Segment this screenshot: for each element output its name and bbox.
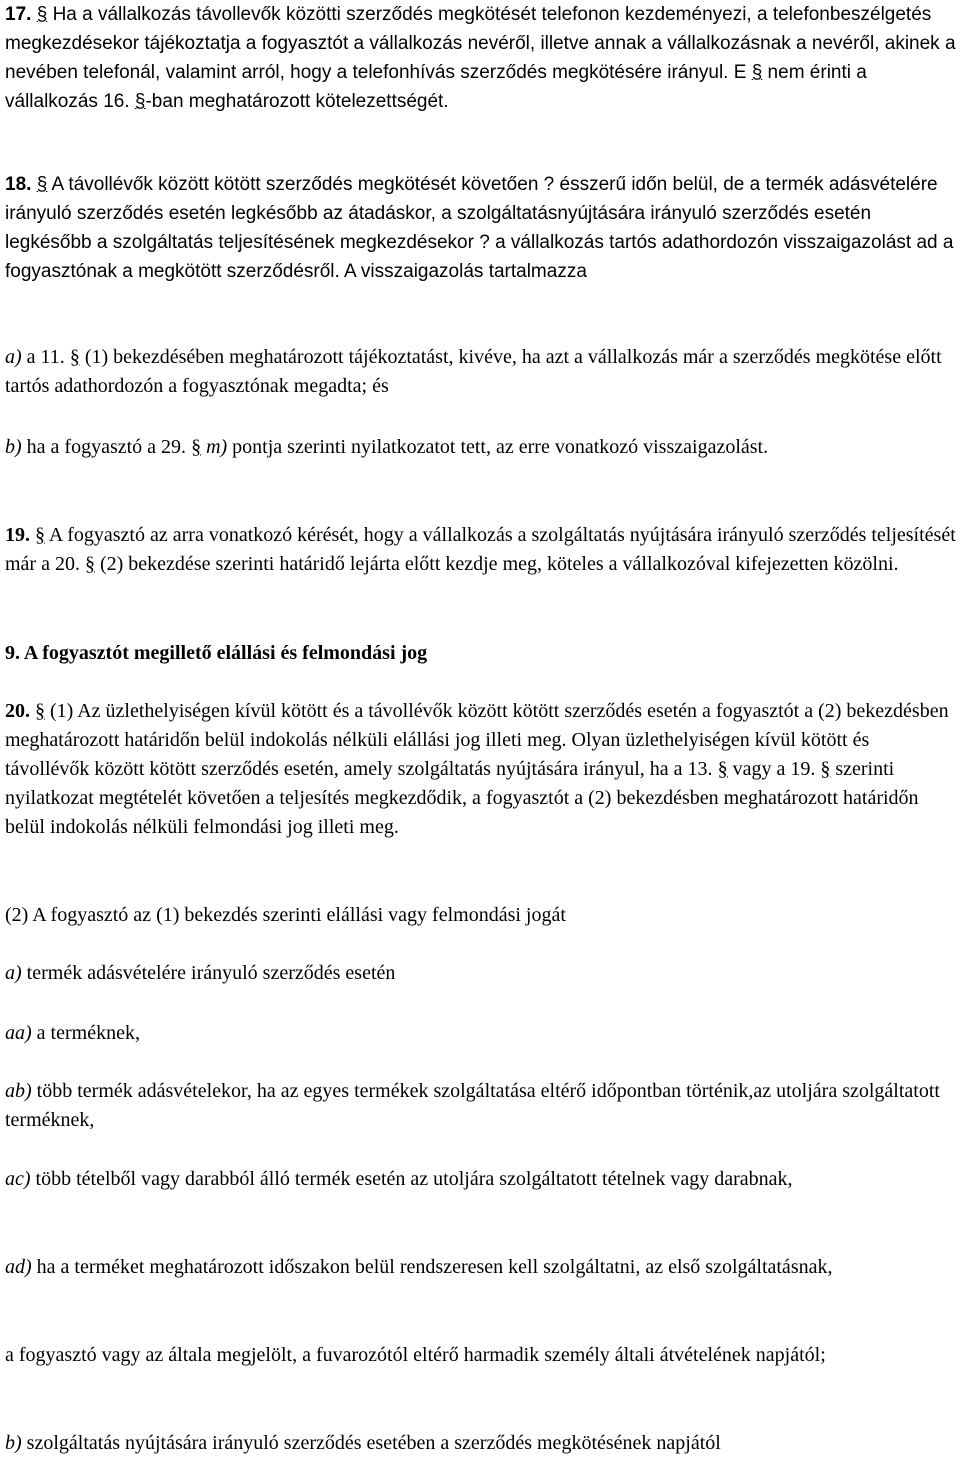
item-2-aa xyxy=(5,1019,958,1048)
section-text: (1) Az üzlethelyiségen kívül kötött és a távollévők között kötött szerződés esetén a fogyasztót a (2) bekezdésben meghatározott határidőn belül indokolás nélküli elállási jog illeti meg. Olyan üzlethelyiségen kívül kötött és távollévők között kötött szerződés esetén, amely szolgáltatás nyújtására irányul, ha a 13. xyxy=(5,700,949,780)
section-20 xyxy=(5,697,958,842)
item-text: pontja szerinti nyilatkozatot tett, az erre vonatkozó visszaigazolást. xyxy=(227,436,769,458)
section-symbol[interactable]: § xyxy=(751,62,763,83)
item-2-ab xyxy=(5,1077,958,1135)
heading-9 xyxy=(5,639,958,668)
section-text: Ha a vállalkozás távollevők közötti szerződés megkötését telefonon kezdeményezi, a telefonbeszélgetés megkezdésekor tájékoztatja a fogyasztót a vállalkozás nevéről, illetve annak a vállalkozásnak a nevéről, akinek a nevében telefonál, valamint arról, hogy a telefonhívás szerződés megkötésére irányul. E xyxy=(5,4,956,83)
section-19 xyxy=(5,521,958,579)
section-symbol[interactable]: § xyxy=(36,174,48,195)
item-2-a xyxy=(5,959,958,988)
item-2-delivery xyxy=(5,1341,958,1370)
section-number: 18. xyxy=(5,174,32,195)
item-label: b) xyxy=(5,1432,22,1454)
item-text: a terméknek, xyxy=(31,1022,140,1044)
section-symbol[interactable]: § xyxy=(134,91,146,112)
item-2-ac xyxy=(5,1165,958,1194)
section-number: 20. xyxy=(5,700,30,722)
item-2-b xyxy=(5,1429,958,1458)
section-text: (2) bekezdése szerinti határidő lejárta előtt kezdje meg, köteles a vállalkozóval kifejezetten közölni. xyxy=(94,553,899,575)
section-17 xyxy=(5,0,958,116)
item-text: ha a terméket meghatározott időszakon belül rendszeresen kell szolgáltatni, az első szolgáltatásnak, xyxy=(31,1256,833,1278)
section-symbol[interactable]: § xyxy=(35,700,45,722)
section-symbol[interactable]: § xyxy=(191,436,202,458)
section-symbol[interactable]: § xyxy=(36,4,48,25)
section-symbol[interactable]: § xyxy=(84,553,95,575)
item-text: a fogyasztó vagy az általa megjelölt, a fuvarozótól eltérő harmadik személy általi átvételének napjától; xyxy=(5,1344,826,1366)
section-text: -ban meghatározott kötelezettségét. xyxy=(145,91,449,112)
item-label: ad) xyxy=(5,1256,32,1278)
section-18 xyxy=(5,170,958,286)
item-text: a 11. xyxy=(21,346,70,368)
section-text: A távollévők között kötött szerződés megkötését követően ? ésszerű időn belül, de a termék adásvételére irányuló szerződés esetén legkésőbb az átadáskor, a szolgáltatásnyújtására irányuló szerződés esetén legkésőbb a szolgáltatás teljesítésének megkezdésekor ? a vállalkozás tartós adathordozón visszaigazolást ad a fogyasztónak a megkötött szerződésről. A visszaigazolás tartalmazza xyxy=(5,174,954,282)
item-label: a) xyxy=(5,346,22,368)
section-text: szerinti nyilatkozat megtételét követően a teljesítés megkezdődik, a fogyasztót a (2) bekezdésben meghatározott határidőn belül indokolás nélküli felmondási jog illeti meg. xyxy=(5,758,919,838)
section-text: nem érinti a vállalkozás 16. xyxy=(5,62,867,112)
section-symbol[interactable]: § xyxy=(820,758,831,780)
item-label: aa) xyxy=(5,1022,32,1044)
item-label: ab) xyxy=(5,1080,32,1102)
paragraph-text: (2) A fogyasztó az (1) bekezdés szerinti elállási vagy felmondási jogát xyxy=(5,904,566,926)
section-number: 19. xyxy=(5,524,30,546)
heading-text: 9. A fogyasztót megillető elállási és felmondási jog xyxy=(5,642,428,664)
item-label: m) xyxy=(206,436,228,458)
item-label: b) xyxy=(5,436,22,458)
item-a xyxy=(5,343,958,401)
item-2-ad xyxy=(5,1253,958,1282)
paragraph-2 xyxy=(5,901,958,930)
section-symbol[interactable]: § xyxy=(717,758,728,780)
item-text: több termék adásvételekor, ha az egyes termékek szolgáltatása eltérő időpontban történik,az utoljára szolgáltatott terméknek, xyxy=(5,1080,940,1131)
item-text: több tételből vagy darabból álló termék esetén az utoljára szolgáltatott tételnek vagy darabnak, xyxy=(30,1168,793,1190)
item-label: ac) xyxy=(5,1168,31,1190)
item-text: (1) bekezdésében meghatározott tájékoztatást, kivéve, ha azt a vállalkozás már a szerződés megkötése előtt tartós adathordozón a fogyasztónak megadta; és xyxy=(5,346,942,397)
item-text: termék adásvételére irányuló szerződés esetén xyxy=(21,962,396,984)
item-label: a) xyxy=(5,962,22,984)
section-symbol[interactable]: § xyxy=(69,346,80,368)
item-b xyxy=(5,433,958,462)
section-text: vagy a 19. xyxy=(727,758,821,780)
item-text: ha a fogyasztó a 29. xyxy=(21,436,192,458)
section-symbol[interactable]: § xyxy=(35,524,45,546)
item-text: szolgáltatás nyújtására irányuló szerződés esetében a szerződés megkötésének napjától xyxy=(21,1432,721,1454)
section-text: A fogyasztó az arra vonatkozó kérését, hogy a vállalkozás a szolgáltatás nyújtására irányuló szerződés teljesítését már a 20. xyxy=(5,524,956,575)
section-number: 17. xyxy=(5,4,32,25)
